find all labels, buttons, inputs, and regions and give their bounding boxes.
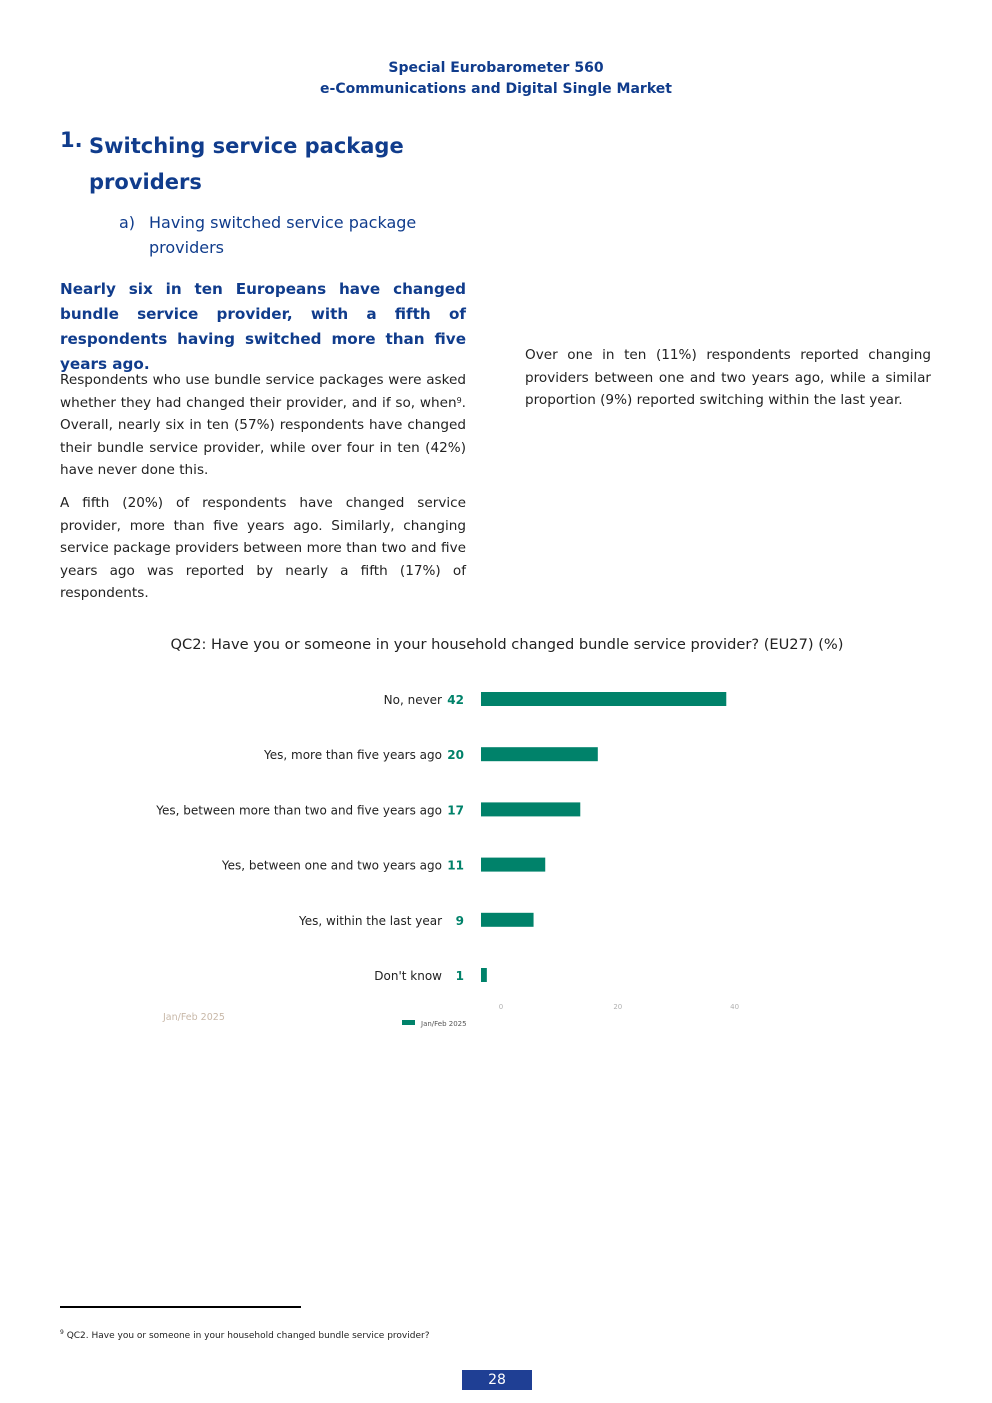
bar [481,858,545,872]
category-label: Yes, more than five years ago [264,748,442,763]
value-label: 1 [455,969,464,983]
bar [481,913,534,927]
bar [481,747,598,761]
category-label: Yes, between one and two years ago [221,858,442,873]
p1-text-before: Respondents who use bundle service packages were asked whether they had changed their provider, and if so, when [60,372,466,411]
x-tick-label: 20 [613,1003,623,1011]
p1-text-after: . Overall, nearly six in ten (57%) respondents have changed their bundle service provider, while over four in ten (42%) have never done this. [60,394,466,478]
value-label: 9 [455,913,464,928]
section-title: Switching service package providers [89,134,404,194]
category-label: Yes, within the last year [299,913,442,928]
value-label: 17 [447,803,464,818]
body-paragraph-3: Over one in ten (11%) respondents reported changing providers between one and two years ago, while a similar proportion (9%) reported switching within the last year. [525,347,931,408]
footnote [60,1329,429,1341]
footnote-mark: 9 [60,1329,64,1336]
lead-paragraph: Nearly six in ten Europeans have changed bundle service provider, with a fifth of respondents having switched more than five years ago. [60,280,466,373]
category-label: Don't know [374,969,442,983]
subsection-label: a) [119,213,136,232]
x-tick-label: 0 [498,1003,504,1011]
footnote-reference: 9 [456,395,462,405]
value-label: 20 [447,748,464,763]
period-label: Jan/Feb 2025 [163,1012,225,1023]
footnote-text: QC2. Have you or someone in your household changed bundle service provider? [63,1331,430,1341]
header-subtitle: e-Communications and Digital Single Market [320,81,672,97]
section-number: 1. [60,128,83,152]
value-label: 11 [447,858,464,873]
page-number: 28 [462,1370,532,1390]
footnote-divider [60,1306,301,1308]
subsection-title: Having switched service package providers [149,213,417,257]
bar [481,692,726,706]
chart-title: QC2: Have you or someone in your household changed bundle service provider? (EU27) (%) [170,636,844,653]
bar [481,802,580,816]
category-label: Yes, between more than two and five years ago [156,803,442,818]
body-paragraph-2: A fifth (20%) of respondents have changed service provider, more than five years ago. Similarly, changing service package providers between more than two and five years ago was reported by nearly a fifth (17%) of respondents. [60,495,466,601]
category-label: No, never [383,693,442,707]
legend-label: Jan/Feb 2025 [421,1020,467,1028]
header-title: Special Eurobarometer 560 [388,60,604,76]
x-tick-label: 40 [730,1003,740,1011]
value-label: 42 [447,693,464,707]
legend-swatch [402,1020,415,1025]
bar [481,968,487,982]
